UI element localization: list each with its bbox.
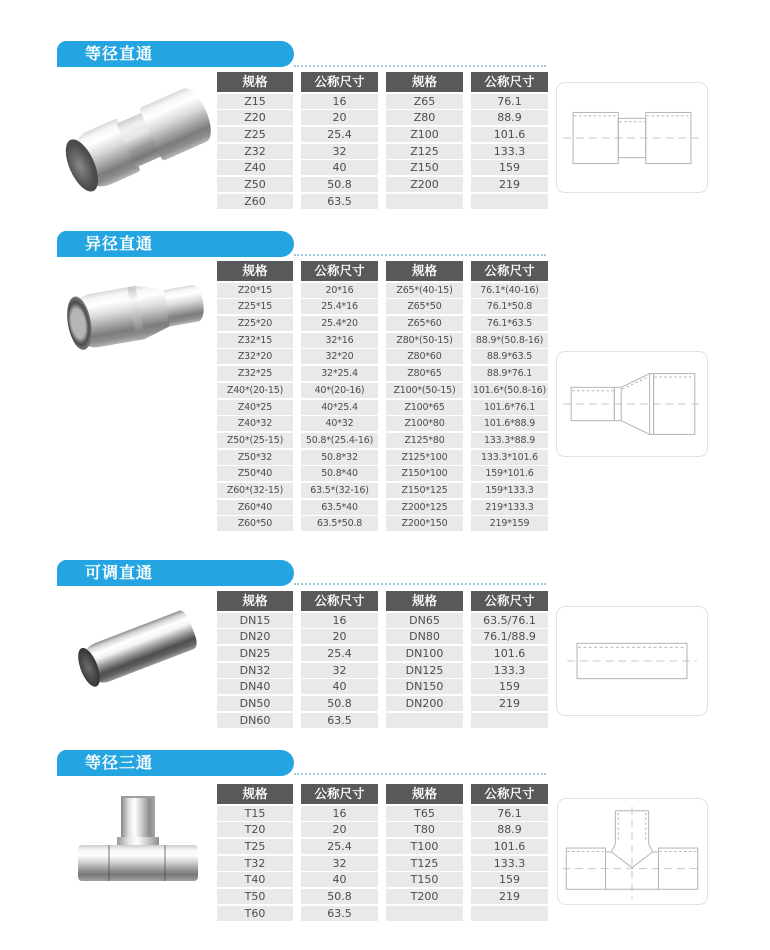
spec-cell: 40*32 bbox=[301, 416, 378, 431]
spec-cell: 25.4*16 bbox=[301, 299, 378, 314]
spec-cell: Z100*65 bbox=[386, 400, 463, 415]
spec-cell: 88.9*76.1 bbox=[471, 366, 548, 381]
spec-cell: Z125*80 bbox=[386, 433, 463, 448]
column-header: 公称尺寸 bbox=[301, 261, 378, 281]
column-header: 公称尺寸 bbox=[471, 591, 548, 611]
spec-table-adjustable-coupling bbox=[217, 591, 548, 728]
spec-cell: Z60*(32-15) bbox=[217, 483, 293, 498]
spec-cell: 101.6*88.9 bbox=[471, 416, 548, 431]
spec-cell: 63.5 bbox=[301, 194, 378, 209]
section-title: 等径直通 bbox=[85, 44, 154, 63]
spec-cell: T20 bbox=[217, 822, 293, 837]
equal-tee-diagram bbox=[557, 798, 708, 905]
spec-cell: DN150 bbox=[386, 679, 463, 694]
spec-cell: 133.3*88.9 bbox=[471, 433, 548, 448]
column-header: 公称尺寸 bbox=[471, 72, 548, 92]
section-title: 等径三通 bbox=[85, 753, 154, 772]
spec-cell: Z50*32 bbox=[217, 450, 293, 465]
column-header: 公称尺寸 bbox=[471, 261, 548, 281]
reducing-coupling-photo bbox=[68, 276, 208, 352]
tee-horizontal-run bbox=[78, 845, 198, 881]
spec-cell: 32*16 bbox=[301, 333, 378, 348]
spec-cell: 50.8*32 bbox=[301, 450, 378, 465]
spec-cell: 25.4 bbox=[301, 839, 378, 854]
spec-cell: Z65 bbox=[386, 94, 463, 109]
spec-cell: 159*133.3 bbox=[471, 483, 548, 498]
adjustable-coupling-photo bbox=[78, 604, 198, 688]
spec-cell: Z65*60 bbox=[386, 316, 463, 331]
spec-cell: 159 bbox=[471, 679, 548, 694]
spec-cell: T25 bbox=[217, 839, 293, 854]
spec-cell: Z20 bbox=[217, 110, 293, 125]
section-title: 可调直通 bbox=[85, 563, 154, 582]
spec-cell: T100 bbox=[386, 839, 463, 854]
spec-cell: 50.8*40 bbox=[301, 466, 378, 481]
spec-cell: 159*101.6 bbox=[471, 466, 548, 481]
section-title-banner bbox=[57, 231, 294, 257]
spec-cell: 76.1*63.5 bbox=[471, 316, 548, 331]
spec-cell bbox=[386, 194, 463, 209]
spec-cell: 219*159 bbox=[471, 516, 548, 531]
spec-cell: Z200 bbox=[386, 177, 463, 192]
spec-cell: Z150 bbox=[386, 160, 463, 175]
spec-cell: Z32*20 bbox=[217, 349, 293, 364]
spec-cell bbox=[386, 713, 463, 728]
spec-cell: T80 bbox=[386, 822, 463, 837]
spec-cell: DN40 bbox=[217, 679, 293, 694]
spec-cell: Z80 bbox=[386, 110, 463, 125]
section-title-banner bbox=[57, 750, 294, 776]
spec-cell: DN80 bbox=[386, 629, 463, 644]
spec-cell: DN50 bbox=[217, 696, 293, 711]
tube-line-drawing bbox=[557, 607, 707, 715]
spec-cell: T15 bbox=[217, 806, 293, 821]
spec-cell: DN20 bbox=[217, 629, 293, 644]
section-title: 异径直通 bbox=[85, 234, 154, 253]
spec-cell: Z50 bbox=[217, 177, 293, 192]
spec-cell: Z100*80 bbox=[386, 416, 463, 431]
spec-cell: 63.5 bbox=[301, 713, 378, 728]
spec-cell: Z80*60 bbox=[386, 349, 463, 364]
spec-cell: Z25 bbox=[217, 127, 293, 142]
section-title-banner bbox=[57, 41, 294, 67]
spec-cell: 219 bbox=[471, 696, 548, 711]
spec-table-equal-coupling bbox=[217, 72, 548, 209]
spec-cell: Z65*50 bbox=[386, 299, 463, 314]
reducing-coupling-diagram bbox=[556, 351, 708, 457]
spec-cell: 63.5*40 bbox=[301, 500, 378, 515]
spec-cell bbox=[471, 906, 548, 921]
spec-cell: 76.1*50.8 bbox=[471, 299, 548, 314]
spec-cell: 88.9 bbox=[471, 822, 548, 837]
equal-tee-photo bbox=[76, 793, 200, 885]
spec-cell: 40*25.4 bbox=[301, 400, 378, 415]
spec-cell: 133.3*101.6 bbox=[471, 450, 548, 465]
spec-cell: 32 bbox=[301, 144, 378, 159]
spec-cell: 159 bbox=[471, 160, 548, 175]
spec-cell: Z100 bbox=[386, 127, 463, 142]
spec-cell: Z50*40 bbox=[217, 466, 293, 481]
column-header: 规格 bbox=[217, 591, 293, 611]
spec-cell: T150 bbox=[386, 872, 463, 887]
spec-cell: Z60*50 bbox=[217, 516, 293, 531]
spec-cell: Z32 bbox=[217, 144, 293, 159]
spec-cell: Z150*100 bbox=[386, 466, 463, 481]
section-equal-coupling bbox=[0, 41, 770, 221]
column-header: 规格 bbox=[386, 784, 463, 804]
spec-cell: Z32*25 bbox=[217, 366, 293, 381]
spec-cell: 16 bbox=[301, 806, 378, 821]
spec-cell: 101.6*(50.8-16) bbox=[472, 384, 547, 396]
spec-cell: Z15 bbox=[217, 94, 293, 109]
spec-cell: T65 bbox=[386, 806, 463, 821]
spec-cell: Z20*15 bbox=[217, 283, 293, 298]
spec-cell: Z40*(20-15) bbox=[217, 383, 293, 398]
spec-cell: 101.6 bbox=[471, 839, 548, 854]
column-header: 规格 bbox=[217, 72, 293, 92]
spec-cell: Z40 bbox=[217, 160, 293, 175]
spec-cell: 50.8 bbox=[301, 177, 378, 192]
spec-cell: 133.3 bbox=[471, 663, 548, 678]
spec-cell: DN125 bbox=[386, 663, 463, 678]
spec-cell: T40 bbox=[217, 872, 293, 887]
spec-cell: Z40*32 bbox=[217, 416, 293, 431]
spec-cell: 133.3 bbox=[471, 144, 548, 159]
dotted-divider bbox=[294, 254, 546, 256]
column-header: 规格 bbox=[217, 261, 293, 281]
spec-cell: Z125*100 bbox=[386, 450, 463, 465]
column-header: 规格 bbox=[386, 72, 463, 92]
spec-cell: 76.1 bbox=[471, 806, 548, 821]
spec-cell: 20 bbox=[301, 822, 378, 837]
spec-cell: Z32*15 bbox=[217, 333, 293, 348]
column-header: 规格 bbox=[217, 784, 293, 804]
spec-cell: Z60 bbox=[217, 194, 293, 209]
spec-cell: 16 bbox=[301, 613, 378, 628]
reducer-small-end bbox=[163, 283, 206, 326]
spec-cell: DN32 bbox=[217, 663, 293, 678]
spec-cell: Z125 bbox=[386, 144, 463, 159]
spec-cell: T60 bbox=[217, 906, 293, 921]
section-title-banner bbox=[57, 560, 294, 586]
adjustable-coupling-diagram bbox=[556, 606, 708, 716]
spec-cell bbox=[471, 194, 548, 209]
section-equal-tee bbox=[0, 750, 770, 935]
spec-cell: T200 bbox=[386, 889, 463, 904]
column-header: 规格 bbox=[386, 261, 463, 281]
spec-cell: Z25*20 bbox=[217, 316, 293, 331]
spec-cell: 40 bbox=[301, 160, 378, 175]
column-header: 公称尺寸 bbox=[471, 784, 548, 804]
equal-coupling-photo bbox=[64, 84, 214, 199]
tee-line-drawing bbox=[558, 799, 707, 904]
spec-cell: T125 bbox=[386, 856, 463, 871]
spec-cell: 32 bbox=[301, 856, 378, 871]
spec-cell: 101.6 bbox=[471, 646, 548, 661]
spec-cell: Z200*125 bbox=[386, 500, 463, 515]
spec-cell: DN100 bbox=[386, 646, 463, 661]
spec-cell: 16 bbox=[301, 94, 378, 109]
spec-cell: 101.6 bbox=[471, 127, 548, 142]
spec-cell: 25.4 bbox=[301, 127, 378, 142]
spec-cell: T50 bbox=[217, 889, 293, 904]
spec-cell: 76.1*(40-16) bbox=[471, 283, 548, 298]
spec-cell: 20*16 bbox=[301, 283, 378, 298]
dotted-divider bbox=[294, 65, 546, 67]
equal-coupling-diagram bbox=[556, 82, 708, 193]
spec-cell: 219 bbox=[471, 889, 548, 904]
spec-cell: 219 bbox=[471, 177, 548, 192]
spec-cell: 32*25.4 bbox=[301, 366, 378, 381]
spec-cell: 40 bbox=[301, 679, 378, 694]
spec-cell: 63.5*50.8 bbox=[301, 516, 378, 531]
spec-cell: 88.9 bbox=[471, 110, 548, 125]
spec-cell: 63.5*(32-16) bbox=[301, 483, 378, 498]
spec-cell: DN65 bbox=[386, 613, 463, 628]
spec-cell: Z80*65 bbox=[386, 366, 463, 381]
spec-cell: 50.8 bbox=[301, 889, 378, 904]
spec-cell: 76.1 bbox=[471, 94, 548, 109]
spec-cell: Z65*(40-15) bbox=[386, 283, 463, 298]
dotted-divider bbox=[294, 773, 546, 775]
spec-cell bbox=[471, 713, 548, 728]
spec-cell: 32 bbox=[301, 663, 378, 678]
column-header: 公称尺寸 bbox=[301, 591, 378, 611]
tee-seam-right bbox=[164, 845, 166, 881]
spec-cell: Z60*40 bbox=[217, 500, 293, 515]
reducer-line-drawing bbox=[557, 352, 707, 456]
spec-cell: Z200*150 bbox=[386, 516, 463, 531]
spec-cell: 101.6*76.1 bbox=[471, 400, 548, 415]
spec-cell: T32 bbox=[217, 856, 293, 871]
spec-cell: DN25 bbox=[217, 646, 293, 661]
column-header: 公称尺寸 bbox=[301, 72, 378, 92]
spec-cell: 63.5 bbox=[301, 906, 378, 921]
column-header: 公称尺寸 bbox=[301, 784, 378, 804]
section-reducing-coupling bbox=[0, 231, 770, 541]
dotted-divider bbox=[294, 583, 546, 585]
spec-cell: 25.4 bbox=[301, 646, 378, 661]
spec-cell: 50.8 bbox=[301, 696, 378, 711]
spec-cell: 88.9*(50.8-16) bbox=[471, 333, 548, 348]
spec-cell: 40 bbox=[301, 872, 378, 887]
tee-seam-left bbox=[108, 845, 110, 881]
spec-table-equal-tee bbox=[217, 784, 548, 921]
spec-cell: 40*(20-16) bbox=[301, 383, 378, 398]
spec-cell: 50.8*(25.4-16) bbox=[301, 433, 378, 448]
spec-cell: 20 bbox=[301, 629, 378, 644]
spec-cell: Z50*(25-15) bbox=[217, 433, 293, 448]
spec-cell: 32*20 bbox=[301, 349, 378, 364]
spec-cell: Z25*15 bbox=[217, 299, 293, 314]
spec-cell: DN60 bbox=[217, 713, 293, 728]
spec-table-reducing-coupling bbox=[217, 261, 548, 531]
section-adjustable-coupling bbox=[0, 560, 770, 740]
spec-cell: 76.1/88.9 bbox=[471, 629, 548, 644]
spec-cell: 88.9*63.5 bbox=[471, 349, 548, 364]
spec-cell: 20 bbox=[301, 110, 378, 125]
spec-cell: Z150*125 bbox=[386, 483, 463, 498]
column-header: 规格 bbox=[386, 591, 463, 611]
coupling-line-drawing bbox=[557, 83, 707, 192]
spec-cell: 63.5/76.1 bbox=[471, 613, 548, 628]
spec-cell: 25.4*20 bbox=[301, 316, 378, 331]
spec-cell: DN200 bbox=[386, 696, 463, 711]
spec-cell: Z100*(50-15) bbox=[386, 383, 463, 398]
spec-cell: Z80*(50-15) bbox=[386, 333, 463, 348]
spec-cell: Z40*25 bbox=[217, 400, 293, 415]
spec-cell bbox=[386, 906, 463, 921]
spec-cell: DN15 bbox=[217, 613, 293, 628]
spec-cell: 219*133.3 bbox=[471, 500, 548, 515]
spec-cell: 159 bbox=[471, 872, 548, 887]
spec-cell: 133.3 bbox=[471, 856, 548, 871]
